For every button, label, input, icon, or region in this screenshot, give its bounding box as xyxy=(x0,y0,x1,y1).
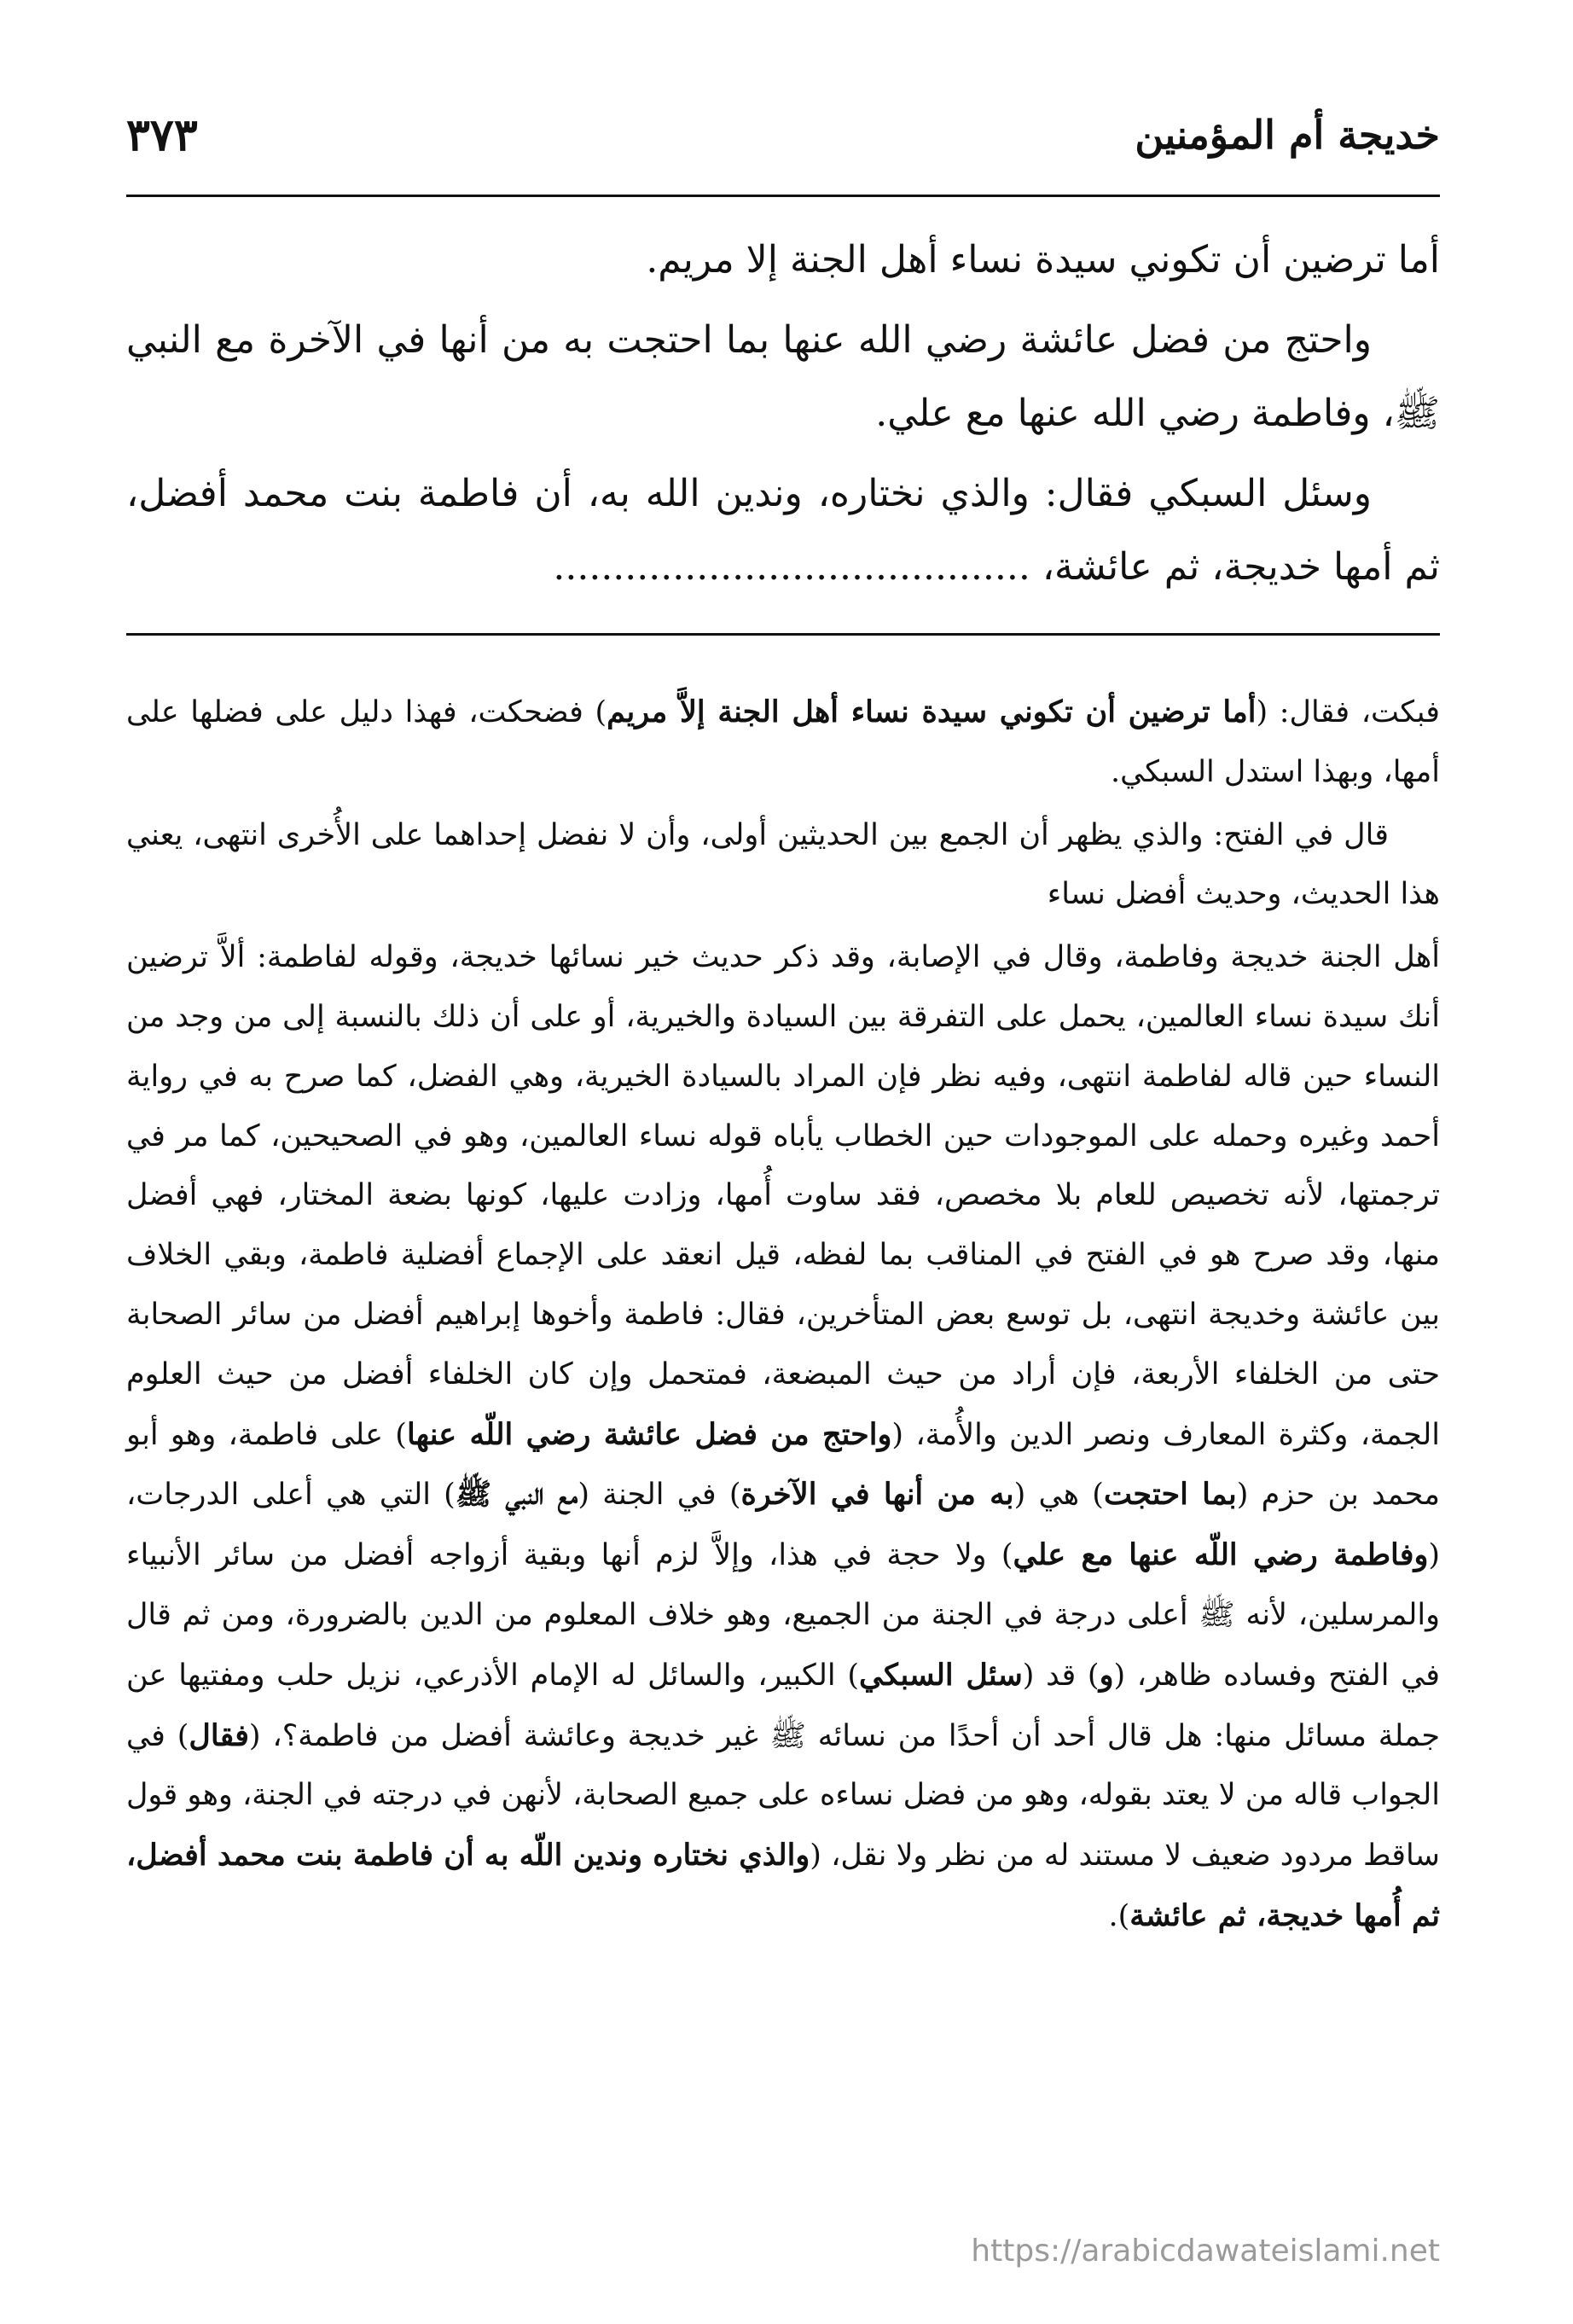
quoted-matn: سئل السبكي xyxy=(858,1657,1023,1693)
sharh-text xyxy=(126,683,1440,1950)
matn-paragraph xyxy=(126,457,1440,604)
header-rule xyxy=(126,195,1440,197)
sharh-span: ) هي ( xyxy=(1013,1478,1104,1513)
page-number: ٣٧٣ xyxy=(126,108,198,161)
sharh-span: أهل الجنة خديجة وفاطمة، وقال في الإصابة، وقد ذكر حديث خير نسائها خديجة، وقوله لفاطمة: ألاَّ ترضين أنك سيدة نساء العالمين، يحمل على التفرقة بين السيادة والخيرية، أو على أن ذلك بالنسبة إلى من وجد من النساء حين قاله لفاطمة انتهى، وفيه نظر فإن المراد بالسيادة الخيرية، وهي الفضل، كما صرح به في رواية أحمد وغيره وحمله على الموجودات حين الخطاب يأباه قوله نساء العالمين، وهو في الصحيحين، كما مر في ترجمتها، لأنه تخصيص للعام بلا مخصص، فقد ساوت أُمها، وزادت عليها، كونها بضعة المختار، فهي أفضل منها، وقد صرح هو في الفتح في المناقب بما لفظه، قيل انعقد على الإجماع أفضلية فاطمة، وبقي الخلاف بين عائشة وخديجة انتهى، بل توسع بعض المتأخرين، فقال: فاطمة وأخوها إبراهيم أفضل من سائر الصحابة حتى من الخلفاء الأربعة، فإن أراد من حيث المبضعة، فمتحمل وإن كان الخلفاء أفضل من حيث العلوم الجمة، وكثرة المعارف ونصر الدين والأُمة، ( xyxy=(126,940,1441,1452)
sharh-span: فبكت، فقال: ( xyxy=(1256,695,1440,729)
separator-rule xyxy=(126,633,1440,636)
quoted-matn: و xyxy=(1099,1657,1114,1693)
sharh-span: ) فضحكت، فهذا دليل على فضلها على أمها، وبهذا استدل السبكي. xyxy=(126,695,1440,789)
sharh-span: ) قد ( xyxy=(1022,1658,1100,1693)
sharh-paragraph: قال في الفتح: والذي يظهر أن الجمع بين الحديثين أولى، وأن لا نفضل إحداهما على الأُخرى انتهى، يعني هذا الحديث، وحديث أفضل نساء xyxy=(126,817,1440,912)
ellipsis-dots: ........................................ xyxy=(553,545,1030,589)
quoted-matn: فقال xyxy=(189,1717,249,1753)
sharh-span: ) في الجواب قاله من لا يعتد بقوله، وهو من فضل نساءه على جميع الصحابة، لأنهن في درجته في الجنة، وهو قول ساقط مردود ضعيف لا مستند له من نظر ولا نقل، ( xyxy=(126,1718,1440,1874)
sharh-paragraph xyxy=(126,928,1440,1947)
watermark-url: https://arabicdawateislami.net xyxy=(971,2234,1440,2269)
matn-paragraph: أما ترضين أن تكوني سيدة نساء أهل الجنة إلا مريم. xyxy=(646,238,1440,282)
sharh-span: ) ولا حجة في هذا، وإلاَّ لزم أنها وبقية أزواجه أفضل من سائر الأنبياء والمرسلين، لأنه ﷺ أعلى درجة في الجنة من الجميع، وهو خلاف المعلوم من الدين بالضرورة، ومن ثم قال في الفتح وفساده ظاهر، ( xyxy=(126,1538,1440,1693)
quoted-matn: وفاطمة رضي اللّه عنها مع علي xyxy=(1013,1537,1429,1573)
page-header xyxy=(126,101,1440,169)
sharh-span: ) التي هي أعلى الدرجات، ( xyxy=(126,1478,1440,1573)
quoted-matn: مع النبي ﷺ xyxy=(455,1477,578,1513)
sharh-span: ). xyxy=(1108,1898,1130,1933)
matn-text xyxy=(126,224,1440,611)
sharh-paragraph xyxy=(126,683,1440,803)
sharh-span: ) على فاطمة، وهو أبو محمد بن حزم ( xyxy=(126,1417,1440,1513)
sharh-span: ) الكبير، والسائل له الإمام الأذرعي، نزيل حلب ومفتيها عن جملة مسائل منها: هل قال أحد أن أحدًا من نسائه ﷺ غير خديجة وعائشة أفضل من فاطمة؟، ( xyxy=(126,1658,1440,1753)
matn-paragraph: واحتج من فضل عائشة رضي الله عنها بما احتجت به من أنها في الآخرة مع النبي ﷺ، وفاطمة رضي الله عنها مع علي. xyxy=(126,318,1440,435)
quoted-matn: أما ترضين أن تكوني سيدة نساء أهل الجنة إلاَّ مريم xyxy=(607,694,1257,729)
quoted-matn: واحتج من فضل عائشة رضي اللّه عنها xyxy=(406,1416,892,1452)
matn-text-span: وسئل السبكي فقال: والذي نختاره، وندين الله به، أن فاطمة بنت محمد أفضل، ثم أمها خديجة، ثم عائشة، xyxy=(126,472,1440,589)
running-title: خديجة أم المؤمنين xyxy=(1135,112,1440,158)
quoted-matn: بما احتجت xyxy=(1103,1477,1237,1513)
sharh-span: ) في الجنة ( xyxy=(578,1478,741,1513)
quoted-matn: به من أنها في الآخرة xyxy=(740,1477,1014,1513)
quoted-matn: والذي نختاره وندين اللّه به أن فاطمة بنت محمد أفضل، ثم أُمها خديجة، ثم عائشة xyxy=(126,1838,1440,1933)
